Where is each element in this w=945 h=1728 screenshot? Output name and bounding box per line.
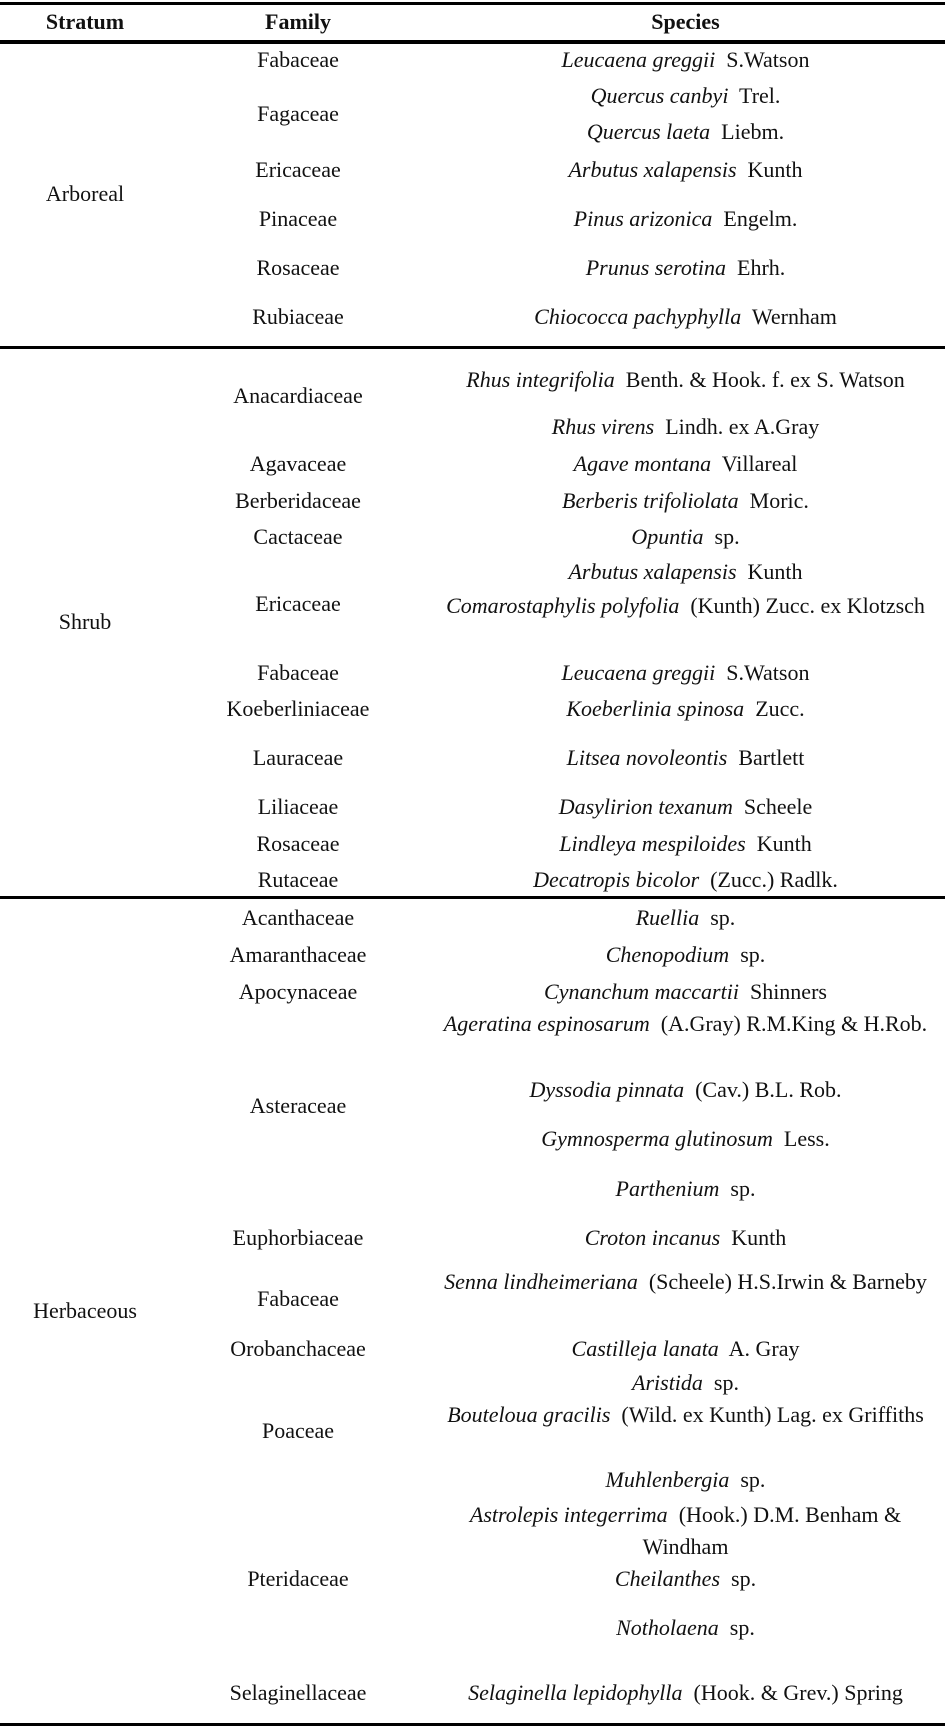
header-family: Family [265,9,331,34]
family-name: Anacardiaceae [233,383,363,408]
species-authority: Engelm. [723,206,798,231]
family-name: Rubiaceae [252,304,344,329]
family-name: Lauraceae [252,745,344,770]
species-binomial: Rhus integrifolia [466,367,615,392]
species-entry [426,154,945,186]
species-binomial: Dyssodia pinnata [529,1077,685,1102]
species-binomial: Pinus arizonica [573,206,713,231]
species-authority: (Hook. & Grev.) Spring [693,1680,903,1705]
family-name: Liliaceae [257,794,339,819]
family-name: Berberidaceae [235,488,361,513]
species-entry [426,1266,945,1298]
species-binomial: Notholaena [616,1615,719,1640]
family-name: Rutaceae [257,867,339,892]
species-authority: S.Watson [726,660,810,685]
species-authority: Less. [783,1126,830,1151]
species-binomial: Decatropis bicolor [533,867,700,892]
bottom-rule [0,1723,945,1726]
header-stratum: Stratum [45,9,125,34]
species-authority: sp. [729,1615,755,1640]
species-authority: sp. [740,1467,766,1492]
species-entry [426,590,945,622]
species-entry [426,411,945,443]
species-authority: sp. [714,524,740,549]
species-authority: Lindh. ex A.Gray [665,414,820,439]
species-binomial: Cynanchum maccartii [544,979,739,1004]
species-binomial: Lindleya mespiloides [559,831,746,856]
species-binomial: Berberis trifoliolata [562,488,739,513]
family-name: Rosaceae [256,831,340,856]
species-authority: (Kunth) Zucc. ex Klotzsch [690,593,925,618]
species-entry [426,521,945,553]
family-name: Orobanchaceae [230,1336,366,1361]
species-authority: Villareal [721,451,798,476]
species-authority: Scheele [743,794,813,819]
species-binomial: Astrolepis integerrima [469,1502,668,1527]
species-binomial: Litsea novoleontis [566,745,728,770]
species-binomial: Leucaena greggii [561,660,716,685]
species-binomial: Croton incanus [584,1225,721,1250]
species-entry [426,902,945,934]
family-name: Agavaceae [249,451,347,476]
family-name: Ericaceae [255,591,341,616]
species-entry [426,203,945,235]
species-binomial: Gymnosperma glutinosum [541,1126,773,1151]
family-name: Fagaceae [257,101,339,126]
species-binomial: Chenopodium [605,942,730,967]
species-authority: Trel. [739,83,781,108]
family-name: Pteridaceae [247,1566,349,1591]
species-binomial: Parthenium [615,1176,720,1201]
species-entry [426,301,945,333]
species-entry [426,1499,945,1563]
species-authority: sp. [731,1566,757,1591]
species-binomial: Arbutus xalapensis [568,559,737,584]
species-authority: S.Watson [726,47,810,72]
family-name: Asteraceae [249,1093,347,1118]
species-binomial: Chiococca pachyphylla [534,304,742,329]
species-authority: (Hook.) D.M. Benham & Windham [642,1502,902,1559]
species-binomial: Comarostaphylis polyfolia [446,593,680,618]
family-name: Pinaceae [258,206,338,231]
species-binomial: Quercus canbyi [590,83,729,108]
species-entry [426,252,945,284]
family-name: Ericaceae [255,157,341,182]
species-authority: sp. [710,905,736,930]
species-authority: A. Gray [728,1336,800,1361]
species-binomial: Dasylirion texanum [558,794,733,819]
species-entry [426,791,945,823]
species-binomial: Leucaena greggii [561,47,716,72]
species-binomial: Bouteloua gracilis [447,1402,611,1427]
species-entry [426,448,945,480]
family-name: Selaginellaceae [229,1680,367,1705]
family-name: Rosaceae [256,255,340,280]
section-rule [0,896,945,899]
species-entry [426,864,945,896]
species-entry [426,80,945,112]
species-authority: Shinners [749,979,827,1004]
species-binomial: Aristida [632,1370,703,1395]
species-authority: Benth. & Hook. f. ex S. Watson [625,367,905,392]
family-name: Fabaceae [257,1286,339,1311]
species-entry [426,116,945,148]
species-binomial: Koeberlinia spinosa [566,696,745,721]
species-authority: Kunth [747,157,803,182]
species-authority: (A.Gray) R.M.King & H.Rob. [660,1011,928,1036]
species-entry [426,44,945,76]
family-name: Apocynaceae [238,979,358,1004]
family-name: Euphorbiaceae [232,1225,364,1250]
species-entry [426,693,945,725]
species-binomial: Prunus serotina [585,255,727,280]
header-species: Species [651,9,720,34]
family-name: Koeberliniaceae [226,696,370,721]
species-entry [426,1367,945,1399]
species-entry [426,1612,945,1644]
species-entry [426,828,945,860]
species-authority: Zucc. [755,696,805,721]
stratum-label: Arboreal [45,181,125,206]
species-entry [426,1222,945,1254]
species-binomial: Quercus laeta [586,119,711,144]
stratum-label: Herbaceous [33,1298,137,1323]
species-authority: sp. [713,1370,739,1395]
species-authority: (Cav.) B.L. Rob. [695,1077,842,1102]
species-binomial: Ruellia [635,905,700,930]
species-binomial: Selaginella lepidophylla [468,1680,683,1705]
species-binomial: Ageratina espinosarum [443,1011,650,1036]
family-name: Acanthaceae [241,905,355,930]
family-name: Poaceae [261,1418,335,1443]
species-authority: sp. [730,1176,756,1201]
species-entry [426,1008,945,1040]
species-binomial: Rhus virens [551,414,655,439]
species-authority: Kunth [731,1225,787,1250]
species-entry [426,1677,945,1709]
species-entry [426,1173,945,1205]
species-entry [426,556,945,588]
species-entry [426,976,945,1008]
species-authority: Ehrh. [737,255,786,280]
section-rule [0,346,945,349]
top-rule [0,2,945,5]
species-authority: Moric. [749,488,809,513]
species-binomial: Muhlenbergia [605,1467,730,1492]
species-authority: Wernham [751,304,837,329]
stratum-label: Shrub [58,609,112,634]
species-binomial: Cheilanthes [614,1566,721,1591]
species-binomial: Opuntia [631,524,704,549]
species-binomial: Senna lindheimeriana [444,1269,638,1294]
species-binomial: Castilleja lanata [571,1336,719,1361]
species-entry [426,364,945,396]
family-name: Cactaceae [253,524,343,549]
family-name: Fabaceae [257,660,339,685]
species-entry [426,742,945,774]
species-entry [426,1464,945,1496]
species-entry [426,485,945,517]
species-entry [426,1123,945,1155]
species-authority: Bartlett [738,745,805,770]
species-authority: (Scheele) H.S.Irwin & Barneby [648,1269,927,1294]
species-authority: Kunth [756,831,812,856]
species-entry [426,1563,945,1595]
species-authority: sp. [740,942,766,967]
species-entry [426,657,945,689]
family-name: Fabaceae [257,47,339,72]
species-authority: (Wild. ex Kunth) Lag. ex Griffiths [621,1402,924,1427]
species-entry [426,1333,945,1365]
species-entry [426,939,945,971]
species-entry [426,1399,945,1431]
species-entry [426,1074,945,1106]
species-authority: Liebm. [721,119,785,144]
species-authority: (Zucc.) Radlk. [710,867,838,892]
species-binomial: Agave montana [573,451,712,476]
family-name: Amaranthaceae [229,942,367,967]
species-binomial: Arbutus xalapensis [568,157,737,182]
species-authority: Kunth [747,559,803,584]
